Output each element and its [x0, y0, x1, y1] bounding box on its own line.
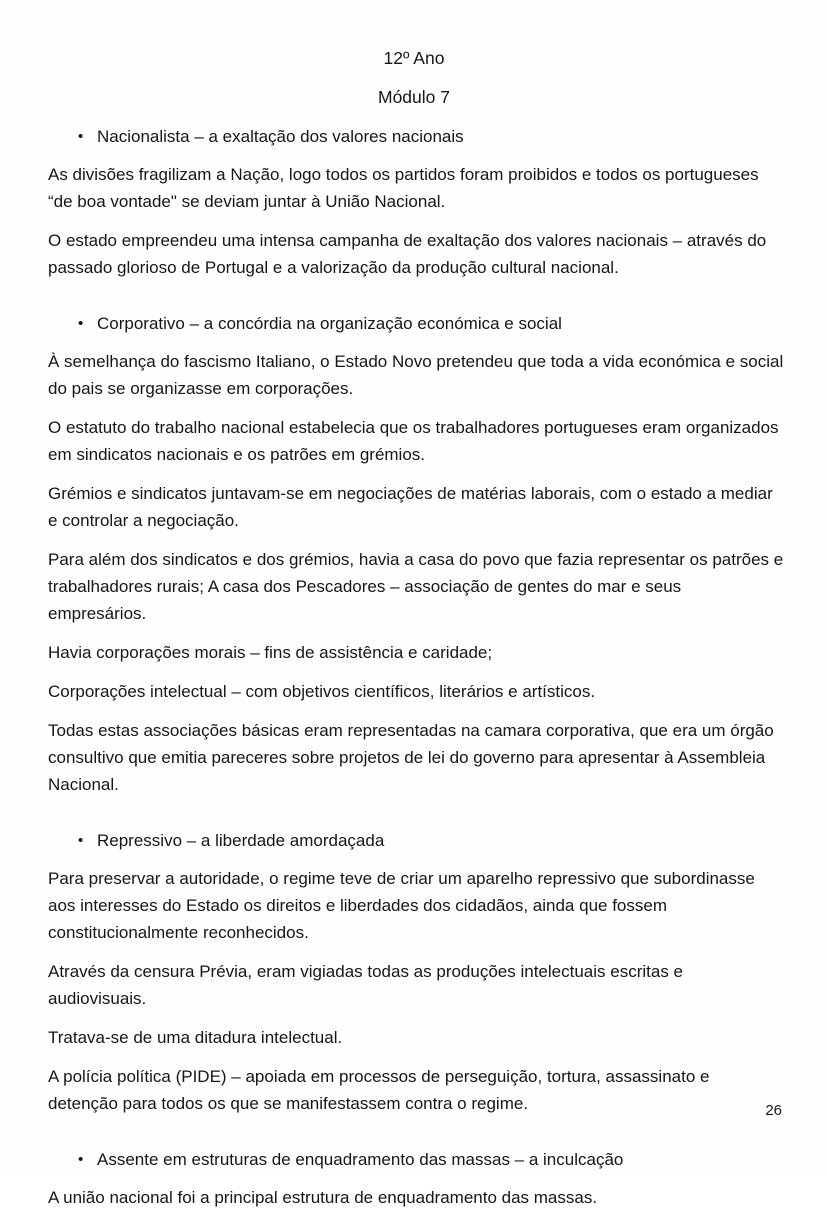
paragraph: À semelhança do fascismo Italiano, o Estado Novo pretendeu que toda a vida económica e social do pais se organizasse em corporações.	[48, 352, 784, 398]
paragraph: A polícia política (PIDE) – apoiada em processos de perseguição, tortura, assassinato e detenção para todos os que se manifestassem contra o regime.	[48, 1067, 710, 1113]
bullet-heading	[48, 828, 784, 853]
page-header-module: Módulo 7	[378, 87, 450, 107]
bullet-heading-text: Repressivo – a liberdade amordaçada	[97, 831, 385, 850]
document-section	[48, 1147, 784, 1211]
bullet-point-icon: •	[78, 128, 84, 145]
bullet-heading-text: Assente em estruturas de enquadramento das massas – a inculcação	[97, 1150, 624, 1169]
bullet-point-icon: •	[78, 1151, 84, 1168]
paragraph: As divisões fragilizam a Nação, logo todos os partidos foram proibidos e todos os portugueses “de boa vontade" se deviam juntar à União Nacional.	[48, 165, 759, 211]
paragraph: Havia corporações morais – fins de assistência e caridade;	[48, 643, 493, 662]
paragraph: O estatuto do trabalho nacional estabelecia que os trabalhadores portugueses eram organizados em sindicatos nacionais e os patrões em grémios.	[48, 418, 779, 464]
document-section	[48, 311, 784, 798]
paragraph: Grémios e sindicatos juntavam-se em negociações de matérias laborais, com o estado a mediar e controlar a negociação.	[48, 484, 773, 530]
paragraph: Para preservar a autoridade, o regime teve de criar um aparelho repressivo que subordinasse aos interesses do Estado os direitos e liberdades dos cidadãos, ainda que fossem constitucionalmente reconhecidos.	[48, 869, 755, 942]
bullet-heading-text: Nacionalista – a exaltação dos valores nacionais	[97, 127, 464, 146]
paragraph: A união nacional foi a principal estrutura de enquadramento das massas.	[48, 1188, 598, 1207]
paragraph: Corporações intelectual – com objetivos científicos, literários e artísticos.	[48, 682, 596, 701]
paragraph: O estado empreendeu uma intensa campanha de exaltação dos valores nacionais – através do passado glorioso de Portugal e a valorização da produção cultural nacional.	[48, 231, 767, 277]
bullet-heading	[48, 311, 784, 336]
bullet-point-icon: •	[78, 315, 84, 332]
document-section	[48, 828, 784, 1117]
bullet-heading	[48, 1147, 784, 1172]
bullet-heading-text: Corporativo – a concórdia na organização económica e social	[97, 314, 562, 333]
page-header-year: 12º Ano	[383, 48, 445, 68]
paragraph: Através da censura Prévia, eram vigiadas todas as produções intelectuais escritas e audiovisuais.	[48, 962, 683, 1008]
bullet-heading	[48, 124, 784, 149]
document-section	[48, 124, 784, 281]
paragraph: Para além dos sindicatos e dos grémios, havia a casa do povo que fazia representar os patrões e trabalhadores rurais; A casa dos Pescadores – associação de gentes do mar e seus empresários.	[48, 550, 784, 623]
bullet-point-icon: •	[78, 832, 84, 849]
document-body	[48, 124, 784, 1211]
page-number: 26	[765, 1102, 782, 1119]
paragraph: Tratava-se de uma ditadura intelectual.	[48, 1028, 343, 1047]
paragraph: Todas estas associações básicas eram representadas na camara corporativa, que era um órgão consultivo que emitia pareceres sobre projetos de lei do governo para apresentar à Assembleia Nacional.	[48, 721, 774, 794]
